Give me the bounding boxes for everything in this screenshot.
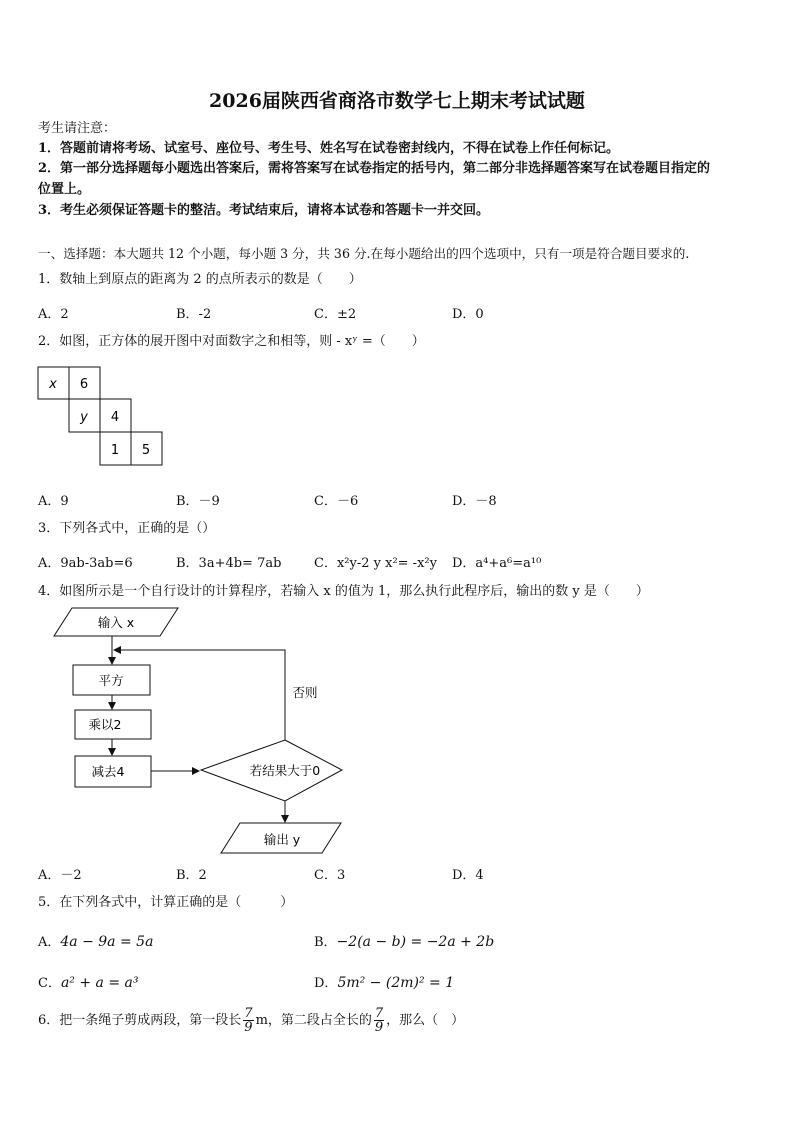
- net-cell: 1: [110, 443, 120, 458]
- option-label: C．: [38, 976, 61, 991]
- flow-multiply-label: 乘以2: [88, 717, 122, 732]
- fraction-numerator: 7: [244, 1006, 253, 1021]
- net-cell: 5: [141, 443, 151, 458]
- question-2-stem: 2．如图，正方体的展开图中对面数字之和相等，则 - xʸ =（ ）: [38, 334, 425, 349]
- flow-input-label: 输入 x: [97, 615, 135, 630]
- option-c: C．±2: [314, 307, 357, 322]
- question-1-stem: 1．数轴上到原点的距离为 2 的点所表示的数是（ ）: [38, 272, 362, 287]
- option-b: B．－9: [176, 494, 220, 509]
- option-expression: 5m² − (2m)² = 1: [337, 975, 455, 991]
- option-expression: 4a − 9a = 5a: [60, 934, 154, 950]
- question-5-stem: 5．在下列各式中，计算正确的是（ ）: [38, 895, 294, 910]
- fraction-denominator: 9: [374, 1020, 384, 1035]
- option-a: A．9: [38, 494, 69, 509]
- option-c: C．3: [314, 868, 346, 883]
- option-b: B．3a+4b= 7ab: [176, 556, 282, 571]
- notice-heading: 考生请注意：: [38, 121, 117, 136]
- option-d: D．－8: [452, 494, 497, 509]
- option-c: [38, 972, 138, 991]
- option-label: B．: [314, 935, 337, 950]
- option-expression: a² + a = a³: [60, 975, 139, 991]
- q6-text-part: m，第二段占全长的: [255, 1013, 372, 1028]
- flow-subtract-label: 减去4: [91, 764, 125, 779]
- option-label: D．: [314, 976, 338, 991]
- fraction-seven-ninths: [243, 1007, 253, 1034]
- option-b: [314, 931, 494, 950]
- exam-title: 2026届陕西省商洛市数学七上期末考试试题: [209, 90, 585, 112]
- option-c: C．－6: [314, 494, 359, 509]
- cube-net-figure: [36, 366, 166, 470]
- notice-item: 1．答题前请将考场、试室号、座位号、考生号、姓名写在试卷密封线内，不得在试卷上作任何标记。: [38, 141, 620, 156]
- option-d: D．a⁴+a⁶=a¹⁰: [452, 556, 542, 571]
- net-cell: y: [80, 410, 88, 425]
- option-d: D．0: [452, 307, 484, 322]
- net-cell: 6: [79, 377, 89, 392]
- question-6-stem: [38, 1006, 464, 1036]
- flowchart-figure: [40, 600, 360, 862]
- option-label: A．: [38, 935, 61, 950]
- option-d: [314, 972, 454, 991]
- option-a: A．2: [38, 307, 69, 322]
- flow-square-label: 平方: [98, 673, 124, 688]
- net-cell: x: [49, 377, 57, 392]
- notice-item: 3．考生必须保证答题卡的整洁。考试结束后，请将本试卷和答题卡一并交回。: [38, 203, 490, 218]
- notice-item: 位置上。: [38, 182, 91, 197]
- option-b: B．-2: [176, 307, 212, 322]
- fraction-denominator: 9: [244, 1020, 253, 1035]
- fraction-numerator: 7: [374, 1006, 384, 1021]
- notice-item: 2．第一部分选择题每小题选出答案后，需将答案写在试卷指定的括号内，第二部分非选择题答案写在试卷题目指定的: [38, 161, 711, 176]
- flow-output-label: 输出 y: [263, 832, 301, 847]
- option-a: [38, 931, 153, 950]
- flow-else-label: 否则: [292, 685, 318, 700]
- option-d: D．4: [452, 868, 484, 883]
- q6-text-part: ，那么（ ）: [386, 1013, 465, 1028]
- option-b: B．2: [176, 868, 207, 883]
- option-a: A．－2: [38, 868, 82, 883]
- section-heading: 一、选择题：本大题共 12 个小题，每小题 3 分，共 36 分.在每小题给出的四个选项中，只有一项是符合题目要求的.: [38, 246, 690, 261]
- q6-text-part: 6．把一条绳子剪成两段，第一段长: [38, 1013, 242, 1028]
- net-cell: 4: [110, 410, 120, 425]
- flow-condition-label: 若结果大于0: [249, 763, 321, 778]
- question-3-stem: 3．下列各式中，正确的是（）: [38, 521, 216, 536]
- option-c: C．x²y-2 y x²= -x²y: [314, 556, 437, 571]
- question-4-stem: 4．如图所示是一个自行设计的计算程序，若输入 x 的值为 1，那么执行此程序后，输出的数 y 是（ ）: [38, 584, 649, 599]
- fraction-seven-ninths: [374, 1007, 384, 1034]
- option-a: A．9ab-3ab=6: [38, 556, 133, 571]
- option-expression: −2(a − b) = −2a + 2b: [336, 934, 495, 950]
